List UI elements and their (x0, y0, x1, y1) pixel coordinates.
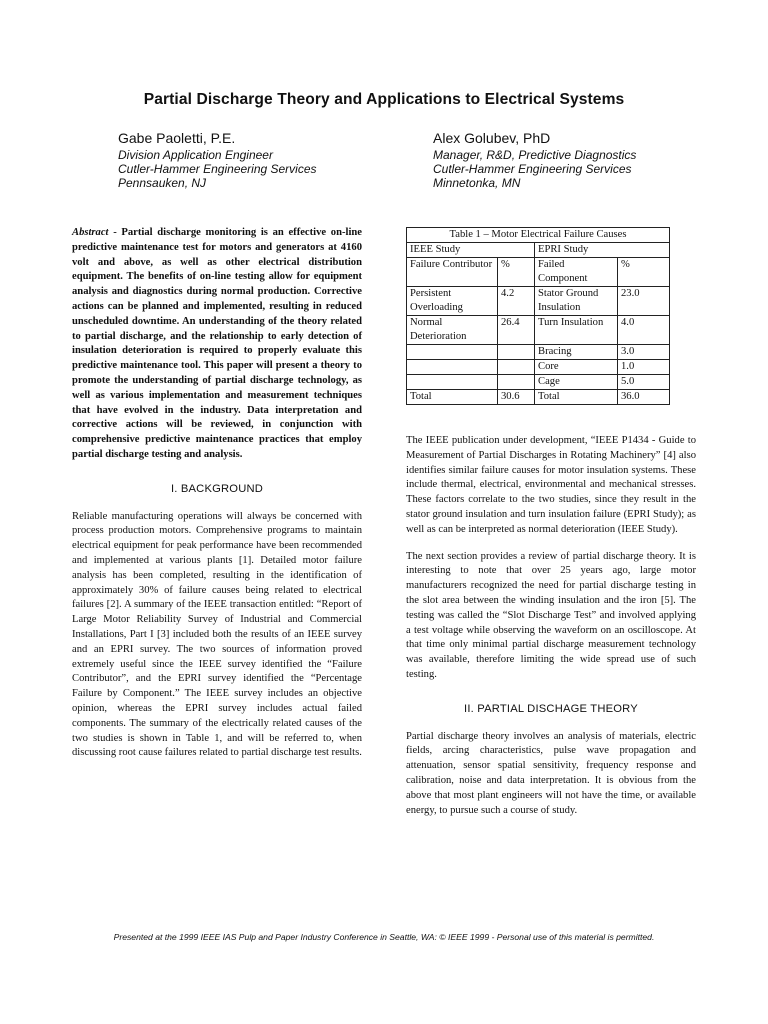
table-cell (498, 345, 535, 360)
table-cell: 4.0 (618, 316, 670, 345)
paragraph-gap (406, 538, 696, 550)
table-row (407, 287, 670, 316)
left-column (72, 226, 362, 761)
table-cell: Bracing (535, 345, 618, 360)
failure-causes-table (406, 227, 670, 405)
abstract-text: - Partial discharge monitoring is an effective on-line predictive maintenance test for motors and generators at 4160 volt and above, as well as other electrical distribution equipment. The benefits of on-line testing allow for equipment analysis and diagnostics during normal production. Corrective actions can be planned and implemented, resulting in reduced unscheduled downtime. An understanding of the theory related to partial discharge, and the relationship to early detection of insulation deterioration is required to properly evaluate this predictive maintenance tool. This paper will present a theory to promote the understanding of partial discharge technology, as well as various implementation and measurement techniques that have evolved in the industry. Data interpretation and corrective actions will be reviewed, in conjunction with comprehensive predictive maintenance practices that employ partial discharge testing and analysis. (72, 227, 362, 460)
author-name: Alex Golubev, PhD (433, 130, 551, 146)
table-row (407, 316, 670, 345)
table-cell: 30.6 (498, 390, 535, 405)
author-block-2 (433, 130, 636, 190)
table-cell: Total (407, 390, 498, 405)
table-row (407, 345, 670, 360)
author-location: Minnetonka, MN (433, 176, 521, 190)
table-col-header: Failed Component (535, 258, 618, 287)
author-company: Cutler-Hammer Engineering Services (118, 162, 317, 176)
table-col-header: % (618, 258, 670, 287)
table-cell: 5.0 (618, 375, 670, 390)
table-cell (498, 360, 535, 375)
page-footer: Presented at the 1999 IEEE IAS Pulp and Paper Industry Conference in Seattle, WA: © IEEE 1999 - Personal use of this material is permitted. (113, 932, 655, 942)
table-cell (498, 375, 535, 390)
right-column (406, 434, 696, 818)
table-cell: Normal Deterioration (407, 316, 498, 345)
section-heading-theory: II. PARTIAL DISCHAGE THEORY (464, 702, 638, 715)
body-paragraph: The next section provides a review of partial discharge theory. It is interesting to note that over 25 years ago, large motor manufacturers recognized the need for partial discharge testing in the slot area between the winding insulation and the iron [5]. The testing was called the “Slot Discharge Test” and involved applying a test voltage while observing the waveform on an oscilloscope. At that time only minimal partial discharge measurement technology was available, therefore limiting the wide spread use of such testing. (406, 550, 696, 680)
table-group-header: EPRI Study (535, 243, 670, 258)
table-cell: 23.0 (618, 287, 670, 316)
table-col-header: Failure Contributor (407, 258, 498, 287)
author-title: Division Application Engineer (118, 148, 273, 162)
table-cell: 1.0 (618, 360, 670, 375)
table-cell: Turn Insulation (535, 316, 618, 345)
author-title: Manager, R&D, Predictive Diagnostics (433, 148, 637, 162)
table-cell: Core (535, 360, 618, 375)
abstract (72, 226, 362, 463)
theory-paragraph: Partial discharge theory involves an analysis of materials, electric fields, arcing characteristics, pulse wave propagation and attenuation, sensor spatial sensitivity, frequency response and calibration, noise and data interpretation. It is obvious from the above that most plant engineers will not have the time, or available energy, to pursue such a course of study. (406, 730, 696, 816)
section-heading-background: I. BACKGROUND (170, 482, 264, 495)
table-row (407, 375, 670, 390)
table-cell (407, 375, 498, 390)
table-total-row (407, 390, 670, 405)
table-cell: 3.0 (618, 345, 670, 360)
table-header-row (407, 258, 670, 287)
body-paragraph: The IEEE publication under development, “IEEE P1434 - Guide to Measurement of Partial Discharges in Rotating Machinery” [4] also identifies similar failure causes for motor insulation systems. These include thermal, electrical, environmental and mechanical stresses. These factors correlate to the two studies, since they result in the stator ground insulation and turn insulation failure (EPRI Study); as well as can be interpreted as normal deterioration (IEEE Study). (406, 435, 696, 535)
table-cell (407, 360, 498, 375)
paper-title: Partial Discharge Theory and Applications to Electrical Systems (143, 91, 625, 108)
table-group-header-row (407, 243, 670, 258)
table-cell: Cage (535, 375, 618, 390)
table-cell: 4.2 (498, 287, 535, 316)
author-company: Cutler-Hammer Engineering Services (433, 162, 632, 176)
table-col-header: % (498, 258, 535, 287)
table-cell (407, 345, 498, 360)
background-paragraph: Reliable manufacturing operations will always be concerned with process production motors. Comprehensive programs to maintain electrical equipment for peak performance have been recommended and implemented at various plants [1]. Detailed motor failure analysis has been completed, resulting in the identification of approximately 30% of failure causes being related to electrical failures [2]. A summary of the IEEE transaction entitled: “Report of Large Motor Reliability Survey of Industrial and Commercial Installations, Part I [3] included both the results of an IEEE survey and an EPRI survey. The two sources of information proved extremely useful since the IEEE survey identified the “Failure Contributor”, and the EPRI survey identified the “Percentage Failure by Component.” The IEEE survey includes an objective opinion, whereas the EPRI survey includes actual failed components. The summary of the electrically related causes of the two studies is shown in Table 1, and will be referred to, when discussing root cause failures related to partial discharge test results. (72, 510, 362, 759)
table-row (407, 360, 670, 375)
author-name: Gabe Paoletti, P.E. (118, 130, 236, 146)
table-cell: Total (535, 390, 618, 405)
table-cell: Persistent Overloading (407, 287, 498, 316)
table-cell: 26.4 (498, 316, 535, 345)
abstract-label: Abstract (72, 227, 109, 238)
author-block-1 (118, 130, 317, 190)
table-cell: Stator Ground Insulation (535, 287, 618, 316)
table-group-header: IEEE Study (407, 243, 535, 258)
table-caption: Table 1 – Motor Electrical Failure Causes (407, 228, 670, 243)
table-cell: 36.0 (618, 390, 670, 405)
author-location: Pennsauken, NJ (118, 176, 207, 190)
